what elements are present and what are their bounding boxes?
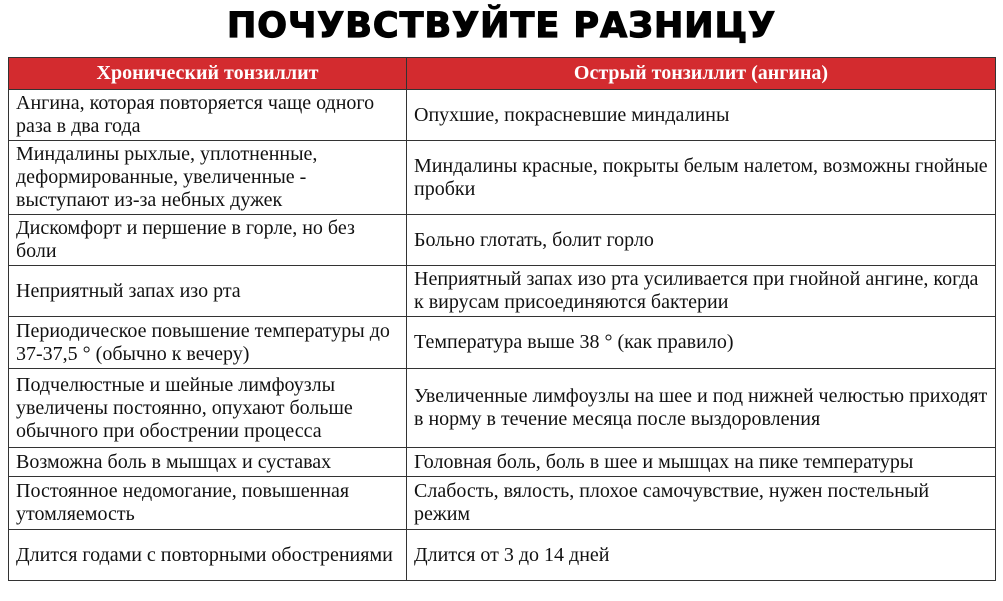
table-cell-chronic: Подчелюстные и шейные лимфоузлы увеличены постоянно, опухают больше обычного при обострении процесса [9,369,407,448]
table-cell-acute: Опухшие, покрасневшие миндалины [407,90,996,141]
table-cell-acute: Больно глотать, болит горло [407,215,996,266]
table-cell-chronic: Дискомфорт и першение в горле, но без боли [9,215,407,266]
table-cell-chronic: Ангина, которая повторяется чаще одного раза в два года [9,90,407,141]
table-header-row [9,58,996,90]
page-title: ПОЧУВСТВУЙТЕ РАЗНИЦУ [226,6,777,46]
table-cell-acute: Миндалины красные, покрыты белым налетом, возможны гнойные пробки [407,141,996,215]
table-cell-chronic: Миндалины рыхлые, уплотненные, деформированные, увеличенные - выступают из-за небных дужек [9,141,407,215]
table-row [9,266,996,317]
column-header-chronic: Хронический тонзиллит [9,58,407,90]
table-cell-acute: Длится от 3 до 14 дней [407,530,996,581]
table-row [9,448,996,477]
table-cell-chronic: Периодическое повышение температуры до 37-37,5 ° (обычно к вечеру) [9,317,407,369]
table-cell-chronic: Возможна боль в мышцах и суставах [9,448,407,477]
table-row [9,90,996,141]
table-row [9,317,996,369]
comparison-table [8,57,996,581]
column-header-acute: Острый тонзиллит (ангина) [407,58,996,90]
table-row [9,369,996,448]
table-row [9,141,996,215]
table-cell-acute: Температура выше 38 ° (как правило) [407,317,996,369]
table-cell-chronic: Постоянное недомогание, повышенная утомляемость [9,477,407,530]
table-cell-acute: Слабость, вялость, плохое самочувствие, нужен постельный режим [407,477,996,530]
table-cell-acute: Неприятный запах изо рта усиливается при гнойной ангине, когда к вирусам присоединяются бактерии [407,266,996,317]
table-cell-acute: Головная боль, боль в шее и мышцах на пике температуры [407,448,996,477]
table-row [9,477,996,530]
table-cell-chronic: Неприятный запах изо рта [9,266,407,317]
table-cell-chronic: Длится годами с повторными обострениями [9,530,407,581]
table-cell-acute: Увеличенные лимфоузлы на шее и под нижней челюстью приходят в норму в течение месяца после выздоровления [407,369,996,448]
table-row [9,530,996,581]
table-row [9,215,996,266]
